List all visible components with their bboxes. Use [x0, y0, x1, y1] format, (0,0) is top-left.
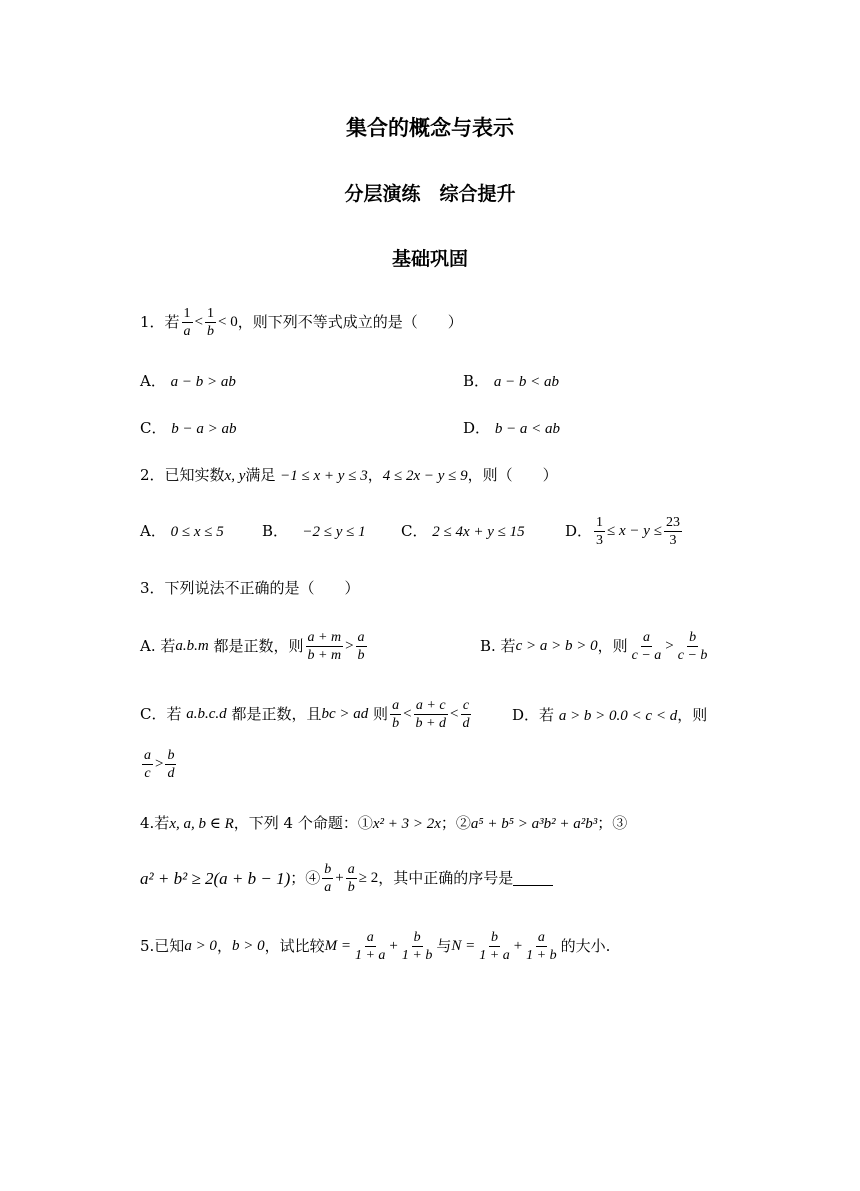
q3-d-fraction-2: $\frac{b}{d}$ — [167, 748, 175, 782]
q1-condition-tail: < 0 — [218, 314, 238, 331]
q3-a-fraction-1: $\frac{a + m}{b + m}$ — [307, 630, 342, 664]
q1-fraction-1: $\frac{1}{a}$ — [183, 306, 191, 340]
question-3-stem: 3．下列说法不正确的是（ ） — [140, 579, 360, 597]
q3-a-fraction-2: $\frac{a}{b}$ — [357, 630, 365, 664]
question-2-stem: 2．已知实数x, y满足 −1 ≤ x + y ≤ 3，4 ≤ 2x − y ≤ 9，则（ ） — [140, 466, 558, 484]
q5-fraction-4: $\frac{a}{1 + b}$ — [526, 930, 557, 964]
q3-c-fraction-1: $\frac{a}{b}$ — [392, 698, 400, 732]
q5-fraction-1: $\frac{a}{1 + a}$ — [354, 930, 386, 964]
q3-c-fraction-3: $\frac{c}{d}$ — [462, 698, 470, 732]
q2-option-a: A． 0 ≤ x ≤ 5 — [140, 522, 224, 540]
q3-b-fraction-1: $\frac{a}{c - a}$ — [631, 630, 662, 664]
q3-option-c: C．若 a.b.c.d 都是正数，且 bc > ad 则 $\frac{a}{b}$ < $\frac{a + c}{b + d}$ < $\frac{c}{d}$ — [140, 698, 470, 732]
q2-option-d: D． $\frac{1}{3}$ ≤ x − y ≤ $\frac{23}{3}$ — [565, 515, 680, 549]
question-5-stem: 5.已知 a > 0 ， b > 0 ，试比较 M = $\frac{a}{1 + a}$ + $\frac{b}{1 + b}$ 与 N = $\frac{b}{1 + a}$ + $\frac{a}{1 + b}$ 的大小. — [140, 930, 611, 964]
page-subtitle: 分层演练 综合提升 — [344, 183, 516, 205]
q3-option-d: D．若 a > b > 0.0 < c < d，则 — [512, 706, 708, 724]
section-heading: 基础巩固 — [391, 248, 468, 270]
q2-option-c: C． 2 ≤ 4x + y ≤ 15 — [401, 522, 525, 540]
q2-d-fraction-2: $\frac{23}{3}$ — [665, 515, 680, 549]
q5-fraction-3: $\frac{b}{1 + a}$ — [479, 930, 510, 964]
q1-number: 1．若 — [140, 313, 180, 332]
q3-option-b: B. 若 c > a > b > 0 ，则 $\frac{a}{c - a}$ > $\frac{b}{c - b}$ — [480, 630, 708, 664]
q4-fraction-1: $\frac{b}{a}$ — [324, 862, 332, 896]
q1-option-c: C． b − a > ab — [140, 419, 237, 437]
q5-fraction-2: $\frac{b}{1 + b}$ — [401, 930, 433, 964]
q1-option-d: D． b − a < ab — [463, 419, 561, 437]
page-title: 集合的概念与表示 — [346, 116, 514, 140]
q2-option-b: B． −2 ≤ y ≤ 1 — [262, 522, 366, 540]
q2-d-fraction-1: $\frac{1}{3}$ — [596, 515, 604, 549]
q1-stem-tail: ，则下列不等式成立的是（ ） — [237, 313, 463, 332]
question-4-line-2: a² + b² ≥ 2(a + b − 1) ；④ $\frac{b}{a}$ + $\frac{a}{b}$ ≥ 2 ，其中正确的序号是 — [140, 862, 553, 896]
q3-c-fraction-2: $\frac{a + c}{b + d}$ — [415, 698, 446, 732]
q1-option-b: B． a − b < ab — [463, 372, 560, 390]
question-4-line-1: 4.若x, a, b ∈ R，下列 4 个命题：①x² + 3 > 2x；②a⁵ + b⁵ > a³b² + a²b³；③ — [140, 814, 628, 832]
q3-d-fraction-1: $\frac{a}{c}$ — [144, 748, 151, 782]
q1-fraction-2: $\frac{1}{b}$ — [207, 306, 215, 340]
q3-b-fraction-2: $\frac{b}{c - b}$ — [677, 630, 708, 664]
q3-option-a: A. 若 a.b.m 都是正数，则 $\frac{a + m}{b + m}$ > $\frac{a}{b}$ — [140, 630, 365, 664]
q1-option-a: A． a − b > ab — [140, 372, 236, 390]
q1-lt: < — [194, 314, 204, 331]
q4-fraction-2: $\frac{a}{b}$ — [347, 862, 355, 896]
answer-blank[interactable] — [513, 871, 553, 886]
q3-option-d-result: $\frac{a}{c}$ > $\frac{b}{d}$ — [144, 748, 175, 782]
question-1-stem — [140, 306, 463, 340]
